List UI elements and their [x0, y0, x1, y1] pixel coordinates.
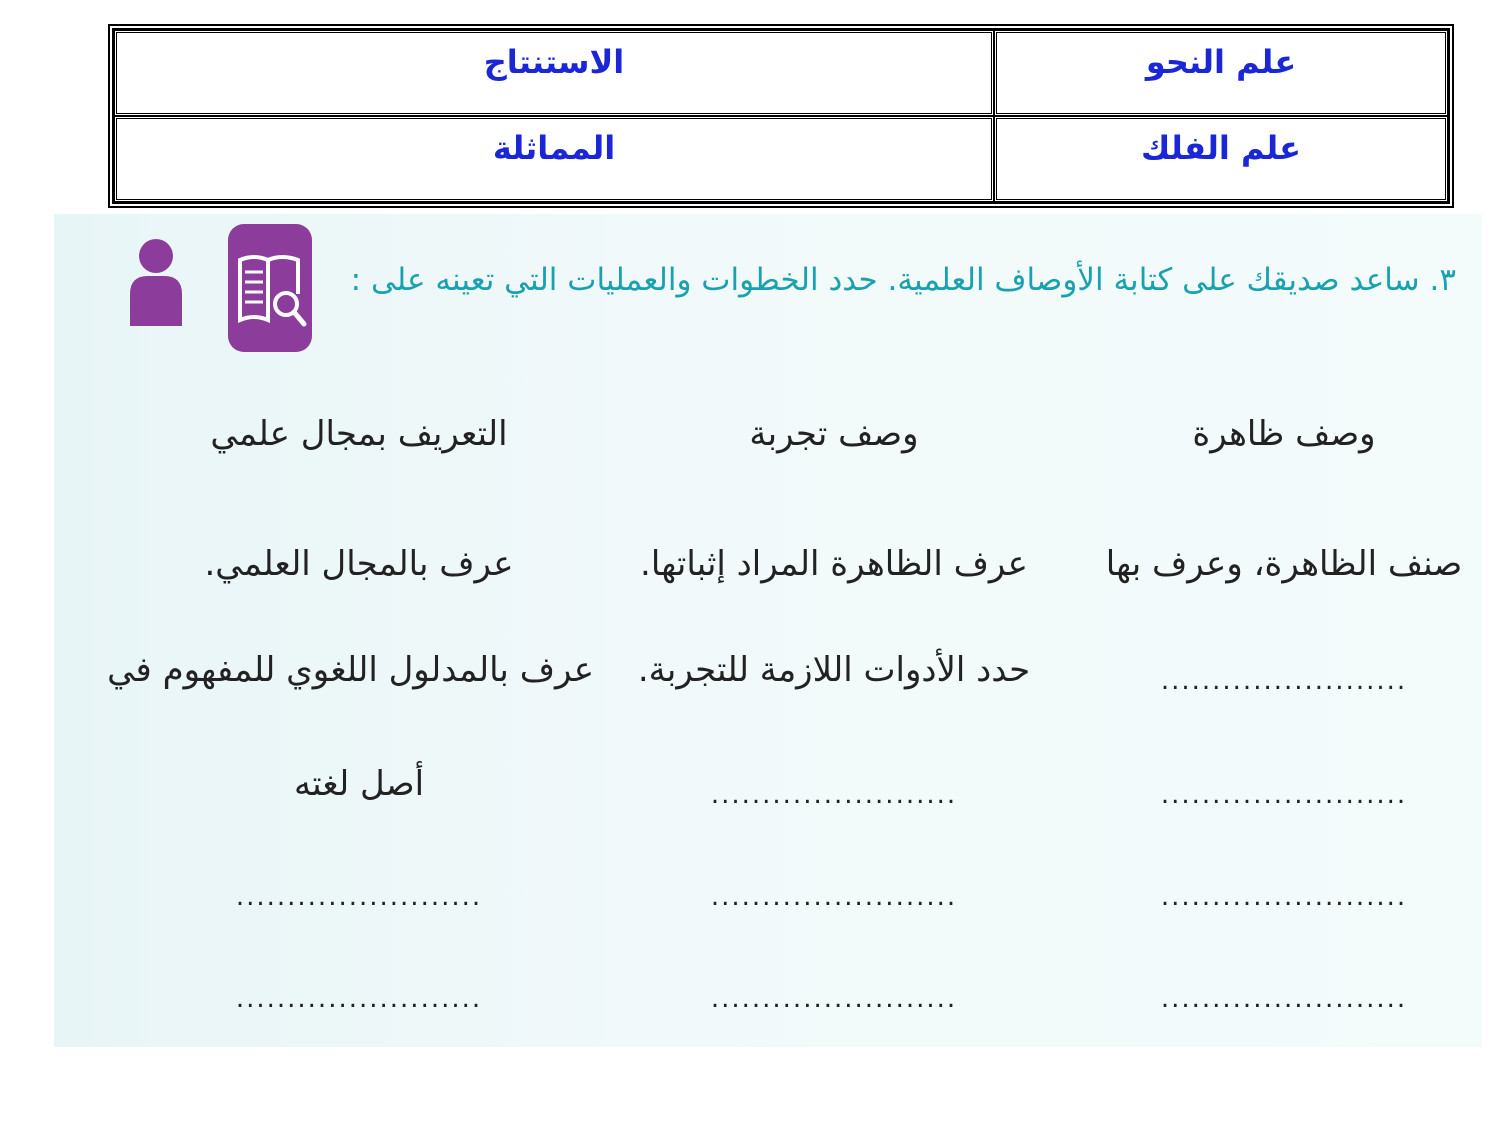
answer-line[interactable]: ........................ — [1160, 666, 1408, 696]
question-text: ٣. ساعد صديقك على كتابة الأوصاف العلمية. حدد الخطوات والعمليات التي تعينه على : — [350, 262, 1456, 298]
answer-line[interactable]: ........................ — [710, 780, 958, 810]
answer-line[interactable]: ........................ — [1160, 780, 1408, 810]
column-header: وصف ظاهرة — [1192, 414, 1376, 454]
activity-panel — [54, 214, 1482, 1047]
concepts-table — [108, 24, 1454, 208]
list-item: حدد الأدوات اللازمة للتجربة. — [637, 650, 1031, 690]
table-cell: الاستنتاج — [114, 30, 994, 116]
answer-line[interactable]: ........................ — [1160, 882, 1408, 912]
book-search-icon — [228, 224, 312, 352]
answer-line[interactable]: ........................ — [710, 984, 958, 1014]
table-cell: علم النحو — [994, 30, 1448, 116]
list-item: عرف الظاهرة المراد إثباتها. — [640, 544, 1028, 584]
answer-line[interactable]: ........................ — [235, 882, 483, 912]
list-item: صنف الظاهرة، وعرف بها — [1105, 544, 1463, 584]
column-header: التعريف بمجال علمي — [210, 414, 508, 454]
table-cell: المماثلة — [114, 116, 994, 202]
answer-line[interactable]: ........................ — [1160, 984, 1408, 1014]
table-cell: علم الفلك — [994, 116, 1448, 202]
answer-line[interactable]: ........................ — [710, 882, 958, 912]
person-icon — [128, 236, 184, 328]
list-item: أصل لغته — [293, 764, 425, 804]
answer-line[interactable]: ........................ — [235, 984, 483, 1014]
column-header: وصف تجربة — [749, 414, 919, 454]
list-item: عرف بالمدلول اللغوي للمفهوم في — [107, 650, 594, 690]
list-item: عرف بالمجال العلمي. — [204, 544, 514, 584]
